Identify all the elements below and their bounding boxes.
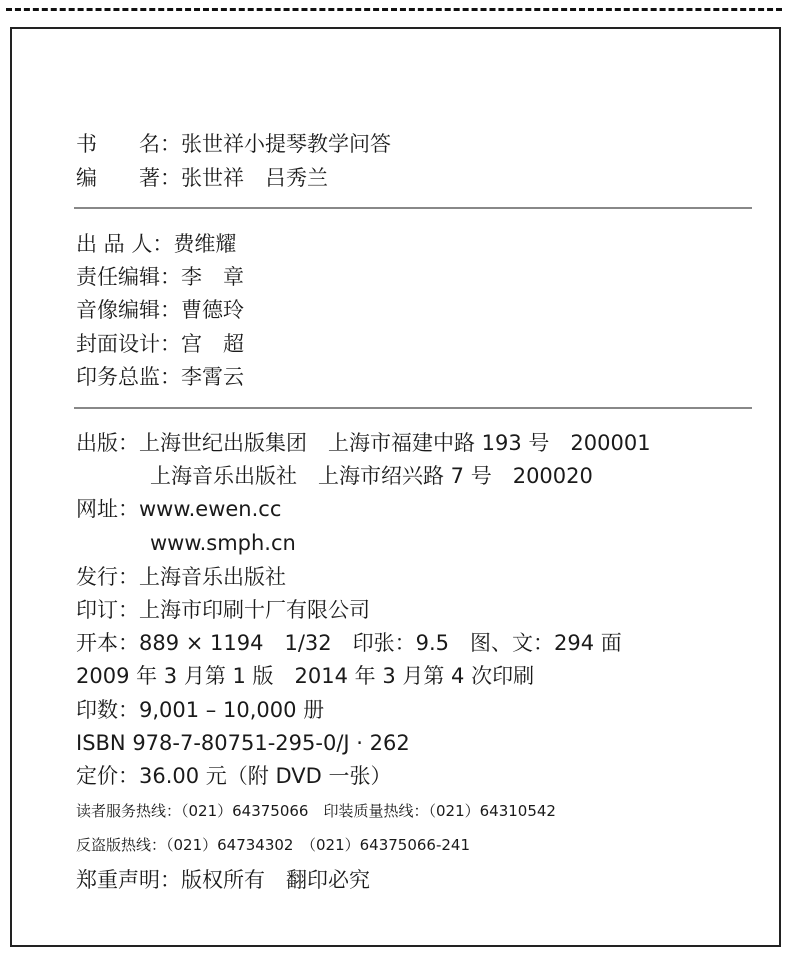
staff-value: 宫 超 — [181, 332, 244, 356]
publisher-row — [76, 429, 651, 457]
divider-2 — [74, 407, 752, 409]
staff-row — [76, 230, 236, 258]
publisher-line-1: 上海世纪出版集团 上海市福建中路 193 号 200001 — [139, 431, 651, 455]
staff-row — [76, 296, 244, 324]
website-label: 网址： — [76, 497, 139, 521]
staff-row — [76, 263, 244, 291]
format-line: 开本：889 × 1194 1/32 印张：9.5 图、文：294 面 — [76, 631, 622, 655]
staff-label: 封面设计： — [76, 332, 181, 356]
price-line: 定价：36.00 元（附 DVD 一张） — [76, 764, 392, 788]
isbn-line: ISBN 978-7-80751-295-0/J · 262 — [76, 731, 410, 755]
publisher-line-2: 上海音乐出版社 上海市绍兴路 7 号 200020 — [150, 464, 593, 488]
book-author-value: 张世祥 吕秀兰 — [181, 166, 328, 190]
staff-row — [76, 330, 244, 358]
book-author-label: 编 著： — [76, 166, 181, 190]
website-2: www.smph.cn — [150, 531, 296, 555]
publisher-label: 出版： — [76, 431, 139, 455]
top-dashed-rule — [6, 8, 782, 11]
staff-label: 责任编辑： — [76, 265, 181, 289]
staff-value: 费维耀 — [173, 232, 237, 256]
copyright-notice: 郑重声明：版权所有 翻印必究 — [76, 868, 370, 892]
website-1: www.ewen.cc — [139, 497, 282, 521]
staff-row — [76, 363, 244, 391]
service-hotline-line: 读者服务热线：（021）64375066 印装质量热线：（021）64310542 — [76, 802, 556, 820]
divider-1 — [74, 207, 752, 209]
book-title-row — [76, 130, 391, 158]
staff-label: 印务总监： — [76, 365, 181, 389]
distributor-line: 发行：上海音乐出版社 — [76, 565, 286, 589]
piracy-hotline-line: 反盗版热线：（021）64734302 （021）64375066-241 — [76, 836, 471, 854]
staff-label: 音像编辑： — [76, 298, 181, 322]
edition-line: 2009 年 3 月第 1 版 2014 年 3 月第 4 次印刷 — [76, 664, 535, 688]
book-title-label: 书 名： — [76, 132, 181, 156]
staff-value: 李霄云 — [181, 365, 244, 389]
staff-value: 李 章 — [181, 265, 244, 289]
staff-value: 曹德玲 — [181, 298, 244, 322]
staff-label: 出 品 人： — [76, 232, 174, 256]
printer-line: 印订：上海市印刷十厂有限公司 — [76, 598, 370, 622]
book-title-value: 张世祥小提琴教学问答 — [181, 132, 391, 156]
website-row — [76, 495, 281, 523]
book-author-row — [76, 164, 328, 192]
print-count-line: 印数：9,001 – 10,000 册 — [76, 698, 325, 722]
